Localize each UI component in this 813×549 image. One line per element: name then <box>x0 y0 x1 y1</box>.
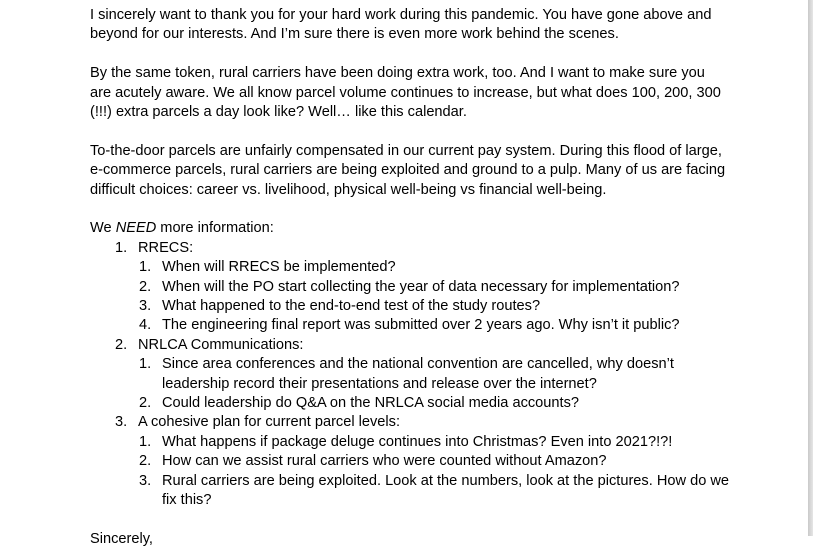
sub-list-item <box>90 316 730 335</box>
sub-list-item <box>90 355 730 394</box>
sub-list-item <box>90 297 730 316</box>
sub-list-item <box>90 278 730 297</box>
list-item-communications <box>90 336 730 355</box>
paragraph-thanks: I sincerely want to thank you for your hard work during this pandemic. You have gone above and beyond for our interests. And I’m sure there is even more work behind the scenes. <box>90 7 712 43</box>
sub-list-number: 3. <box>139 472 152 489</box>
sub-list-number: 2. <box>139 453 152 470</box>
list-number: 2. <box>115 336 128 353</box>
closing: Sincerely, <box>90 530 153 547</box>
list-number: 3. <box>115 414 128 431</box>
sub-list-number: 2. <box>139 278 152 295</box>
need-suffix: more information: <box>156 220 274 237</box>
list-item-parcel-plan <box>90 413 730 432</box>
list-title: NRLCA Communications: <box>138 336 304 353</box>
list-title: RRECS: <box>138 239 194 256</box>
sub-list-text: Could leadership do Q&A on the NRLCA social media accounts? <box>162 395 579 412</box>
sub-list-item <box>90 394 730 413</box>
sub-list-text: What happens if package deluge continues into Christmas? Even into 2021?!?! <box>162 433 673 450</box>
sub-list-text: When will the PO start collecting the year of data necessary for implementation? <box>162 278 680 295</box>
sub-list-text: When will RRECS be implemented? <box>162 259 396 276</box>
letter-body <box>90 6 730 549</box>
sub-list-item <box>90 472 730 511</box>
sub-list-item <box>90 433 730 452</box>
need-heading <box>90 219 730 238</box>
sub-list-number: 1. <box>139 433 152 450</box>
sub-list-number: 2. <box>139 395 152 412</box>
sub-list-text: How can we assist rural carriers who were counted without Amazon? <box>162 453 607 470</box>
paragraph-compensation: To-the-door parcels are unfairly compensated in our current pay system. During this flood of large, e-commerce parcels, rural carriers are being exploited and ground to a pulp. Many of us are facing difficult choices: career vs. livelihood, physical well-being vs financial well-being. <box>90 142 726 198</box>
need-emphasis: NEED <box>115 220 157 237</box>
list-number: 1. <box>115 239 128 256</box>
sub-list-number: 1. <box>139 259 152 276</box>
sub-list-number: 1. <box>139 356 152 373</box>
sub-list-item <box>90 452 730 471</box>
sub-list-text: What happened to the end-to-end test of the study routes? <box>162 298 541 315</box>
list-item-rrecs <box>90 239 730 258</box>
sub-list-number: 3. <box>139 298 152 315</box>
sub-list-text: The engineering final report was submitted over 2 years ago. Why isn’t it public? <box>162 317 680 334</box>
sub-list-item <box>90 258 730 277</box>
list-title: A cohesive plan for current parcel levels: <box>138 414 401 431</box>
page-edge-shadow <box>808 0 813 536</box>
need-prefix: We <box>90 220 116 237</box>
sub-list-text: Since area conferences and the national convention are cancelled, why doesn’t leadership record their presentations and release over the internet? <box>162 356 674 392</box>
paragraph-extra-work: By the same token, rural carriers have been doing extra work, too. And I want to make sure you are acutely aware. We all know parcel volume continues to increase, but what does 100, 200, 300 (!!!) extra parcels a day look like? Well… like this calendar. <box>90 65 721 121</box>
sub-list-number: 4. <box>139 317 152 334</box>
sub-list-text: Rural carriers are being exploited. Look at the numbers, look at the pictures. How do we fix this? <box>162 472 730 509</box>
